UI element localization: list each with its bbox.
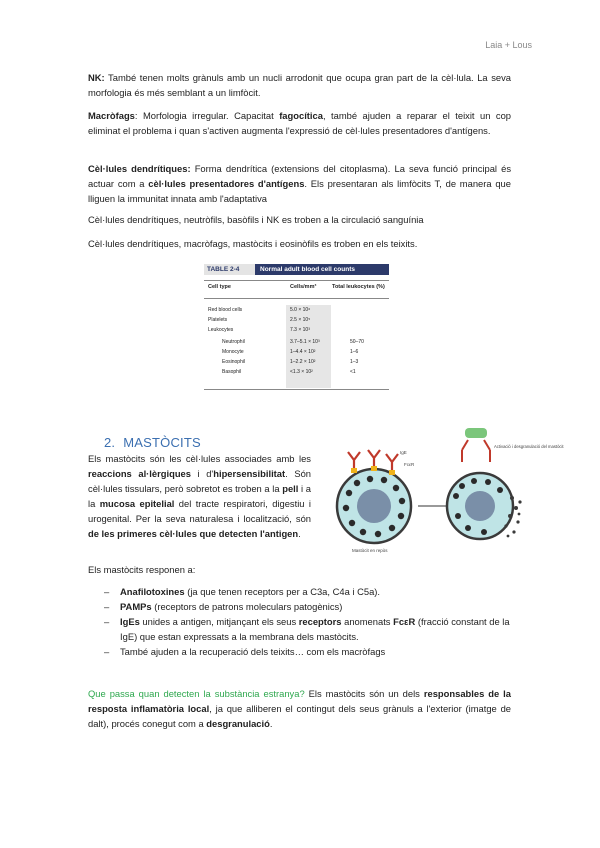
page-header-author: Laia + Lous	[485, 40, 532, 50]
list-item: – PAMPs (receptors de patrons moleculars patogènics)	[104, 599, 514, 614]
macrofags-label: Macròfags	[88, 110, 135, 121]
nk-label: NK:	[88, 72, 105, 83]
table-row: Platelets 2.5 × 10⁵	[208, 317, 311, 323]
list-item: – IgEs unides a antigen, mitjançant els seus receptors anomenats FcεR (fracció constant de la IgE) que estan expressats a la membrana dels mastòcits.	[104, 614, 514, 644]
section-number: 2.	[104, 435, 116, 450]
final-paragraph: Que passa quan detecten la substància estranya? Els mastòcits són un dels responsables de la resposta inflamatòria local, ja que alliberen el contingut dels seus grànuls a l'exterior (imatge de dalt), procés conegut com a desgranulació.	[88, 688, 511, 729]
table-row: Red blood cells 5.0 × 10⁶	[208, 307, 311, 313]
nk-paragraph: NK: També tenen molts grànuls amb un nucli arrodonit que ocupa gran part de la cèl·lula. La seva morfologia és més semblant a un limfòcit.	[88, 72, 511, 98]
mast-cell-diagram	[322, 428, 564, 558]
table-header-bar	[204, 264, 389, 275]
table-row: Neutrophil 3.7–5.1 × 10³ 50–70	[222, 339, 364, 345]
circulation-sentence: Cèl·lules dendrítiques, neutròfils, basòfils i NK es troben a la circulació sanguínia	[88, 214, 424, 225]
table-row: Monocyte 1–4.4 × 10² 1–6	[222, 349, 359, 355]
label-ige: IgE	[400, 450, 407, 455]
label-receptor: FcεR	[404, 462, 415, 467]
table-row: Basophil <1.3 × 10² <1	[222, 369, 356, 375]
tissue-sentence: Cèl·lules dendrítiques, macròfags, mastòcits i eosinòfils es troben en els teixits.	[88, 238, 418, 249]
section-heading	[104, 435, 209, 450]
list-item: – Anafilotoxines (ja que tenen receptors per a C3a, C4a i C5a).	[104, 584, 514, 599]
macrofags-paragraph: Macròfags: Morfologia irregular. Capacitat fagocítica, també ajuden a reparar el teixit un cop eliminat el problema i quan s'activen augmenta l'expressió de cèl·lules presentadores d'antígens.	[88, 110, 511, 136]
table-tag: TABLE 2-4	[204, 264, 255, 275]
dendritiques-paragraph: Cèl·lules dendrítiques: Forma dendrítica (extensions del citoplasma). La seva funció principal és actuar com a cèl·lules presentadores d'antígens. Els presentaran als limfòcits T, de manera que lliguen la immunitat innata amb l'adaptativa	[88, 163, 512, 204]
table-title: Normal adult blood cell counts	[260, 266, 355, 273]
label-resting-cell: Mastòcit en repòs	[352, 548, 388, 553]
resting-mast-cell	[337, 450, 411, 543]
section-title: MASTÒCITS	[123, 435, 201, 450]
list-item: – També ajuden a la recuperació dels teixits… com els macròfags	[104, 644, 514, 659]
dendritiques-label: Cèl·lules dendrítiques:	[88, 163, 191, 174]
table-row: Eosinophil 1–2.2 × 10² 1–3	[222, 359, 359, 365]
response-list	[104, 584, 514, 659]
mastocits-intro-paragraph: Els mastòcits són les cèl·lules associades amb les reaccions al·lèrgiques i d'hipersensibilitat. Són cèl·lules tissulars, però sobretot es troben a la pell i a la mucosa epitelial del tracte respiratori, digestiu i urogenital. Per la seva naturalesa i localització, són de les primeres cèl·lules que detecten l'antigen.	[88, 453, 312, 539]
label-activated: Activació i desgranulació del mastòcit	[494, 444, 564, 449]
blood-cell-table-figure: TABLE 2-4 Normal adult blood cell counts Cell type Cells/mm³ Total leukocytes (%) Red blood cells 5.0 × 10⁶ Platelets 2.5 × 10⁵ Leukocytes 7.3 × 10³ Neutrophil 3.7–5.1 × 10³ 50–70 Monocyte 1–4.4 × 10² 1–6 Eosinophil 1–2.2 × 10² 1–3 Basophil <1.3 × 10² <1	[200, 260, 390, 400]
question-text: Que passa quan detecten la substància estranya?	[88, 688, 305, 699]
table-row: Leukocytes 7.3 × 10³	[208, 327, 310, 333]
respond-intro: Els mastòcits responen a:	[88, 564, 196, 575]
